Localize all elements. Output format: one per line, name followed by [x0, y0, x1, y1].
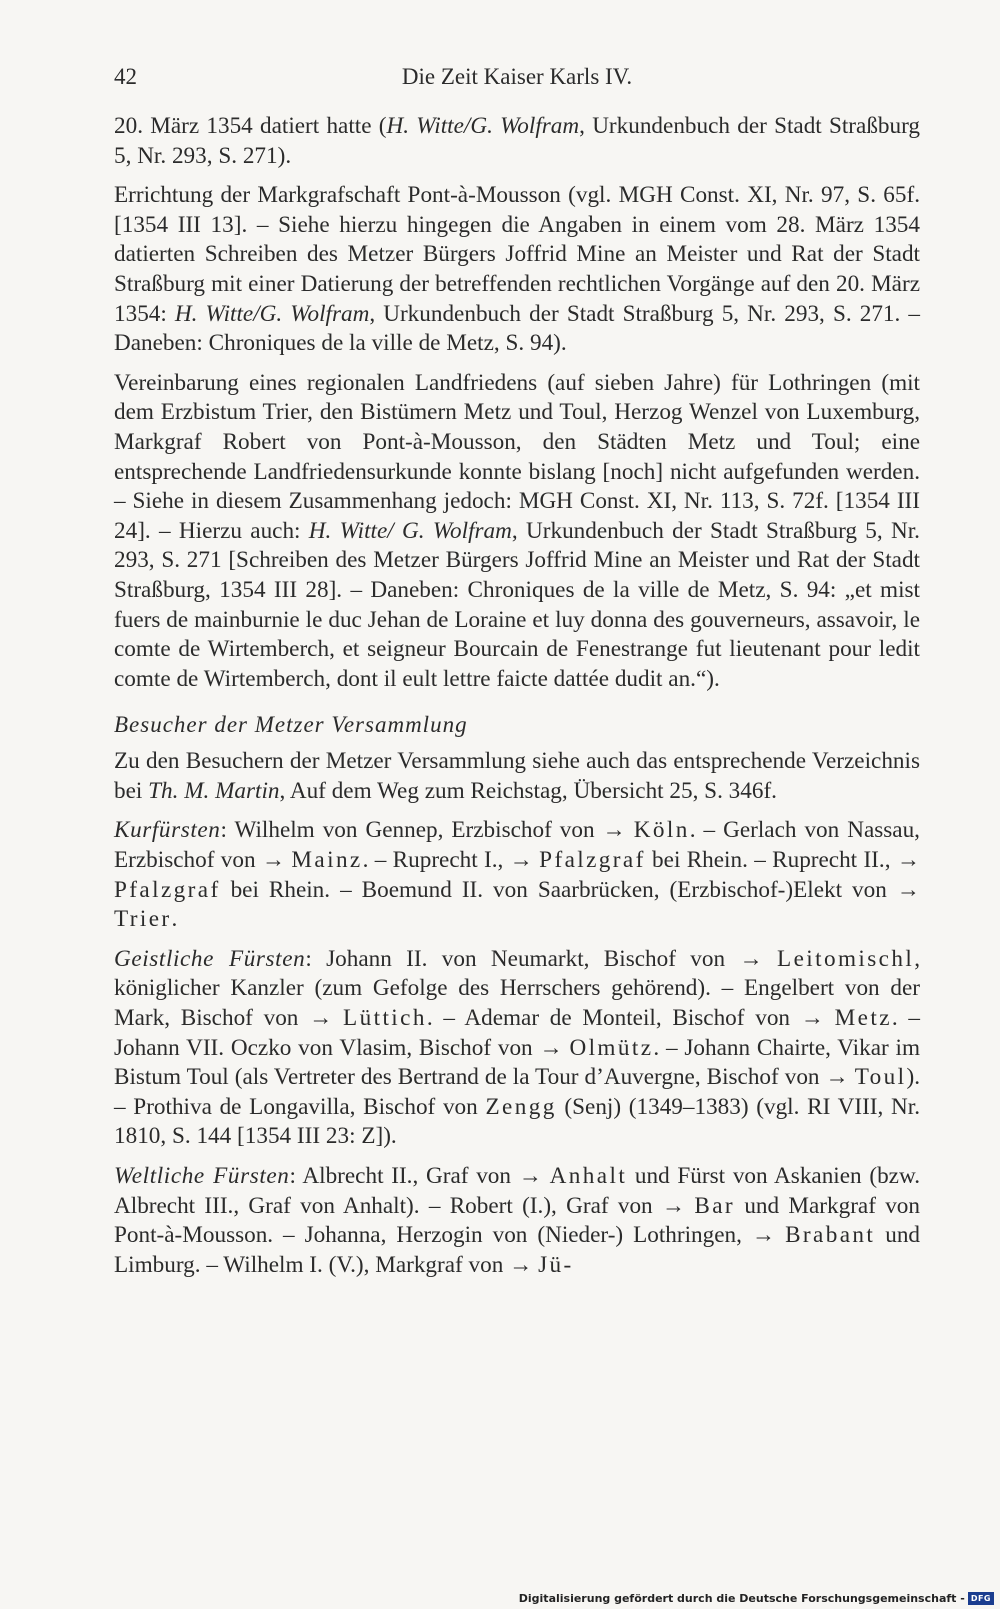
place-name: Trier: [114, 906, 172, 933]
paragraph-kurfuersten: Kurfürsten: Wilhelm von Gennep, Erzbischof von → Köln. – Gerlach von Nassau, Erzbischof von → Mainz. – Ruprecht I., → Pfalzgraf bei Rhein. – Ruprecht II., → Pfalzgraf bei Rhein. – Boemund II. von Saarbrücken, (Erzbischof-)Elekt von → Trier.: [114, 817, 921, 933]
place-name: Mainz: [291, 847, 363, 874]
category-label: Weltliche Fürsten: [114, 1163, 290, 1189]
page-number: 42: [114, 64, 137, 89]
paragraph-2: Errichtung der Markgrafschaft Pont-à-Mousson (vgl. MGH Const. XI, Nr. 97, S. 65f. [1354 III 13]. – Siehe hierzu hingegen die Angaben in einem vom 28. März 1354 datierten Schreiben des Metzer Bürgers Joffrid Mine an Meister und Rat der Stadt Straßburg mit einer Datierung der betreffenden rechtlichen Vorgänge auf den 20. März 1354: H. Witte/G. Wolfram, Urkundenbuch der Stadt Straßburg 5, Nr. 293, S. 271. – Daneben: Chroniques de la ville de Metz, S. 94).: [114, 182, 920, 357]
place-name: Anhalt: [549, 1163, 628, 1189]
author-citation: H. Witte/ G. Wolfram: [308, 517, 512, 544]
category-label: Geistliche Fürsten: [114, 945, 306, 972]
place-name: Köln: [633, 817, 690, 844]
paragraph-3: Vereinbarung eines regionalen Landfriedens (auf sieben Jahre) für Lothringen (mit dem Erzbistum Trier, den Bistümern Metz und Toul, Herzog Wenzel von Luxemburg, Markgraf Robert von Pont-à-Mousson, den Städten Metz und Toul; eine entsprechende Landfriedensurkunde konnte bislang [noch] nicht aufgefunden werden. – Siehe in diesem Zusammenhang jedoch: MGH Const. XI, Nr. 113, S. 72f. [1354 III 24]. – Hierzu auch: H. Witte/ G. Wolfram, Urkundenbuch der Stadt Straßburg 5, Nr. 293, S. 271 [Schreiben des Metzer Bürgers Joffrid Mine an Meister und Rat der Stadt Straßburg, 1354 III 28]. – Daneben: Chroniques de la ville de Metz, S. 94: „et mist fuers de mainburnie le duc Jehan de Loraine et luy donna des gouverneurs, assavoir, le comte de Wirtemberch, et seigneur Bourcain de Fenestrange fut lieutenant pour ledit comte de Wirtemberch, dont il eult lettre faicte dattée dudit an.“).: [114, 369, 920, 692]
place-name: Lüttich: [343, 1005, 427, 1032]
place-name: Olmütz: [569, 1034, 654, 1061]
place-name: Zengg: [485, 1093, 557, 1120]
page-header: [114, 64, 920, 98]
place-name: Bar: [694, 1192, 736, 1219]
place-name: Jü-: [538, 1251, 574, 1278]
paragraph-geistliche-fuersten: Geistliche Fürsten: Johann II. von Neumarkt, Bischof von → Leitomischl, königlicher Kanzler (zum Gefolge des Herrschers gehörend). – Engelbert von der Mark, Bischof von → Lüttich. – Ademar de Monteil, Bischof von → Metz. – Johann VII. Oczko von Vlasim, Bischof von → Olmütz. – Johann Chairte, Vikar im Bistum Toul (als Vertreter des Bertrand de la Tour d’Auvergne, Bischof von → Toul). – Prothiva de Longavilla, Bischof von Zengg (Senj) (1349–1383) (vgl. RI VIII, Nr. 1810, S. 144 [1354 III 23: Z]).: [114, 945, 921, 1150]
author-citation: Th. M. Martin: [148, 777, 280, 804]
footer-text: Digitalisierung gefördert durch die Deutsche Forschungsgemeinschaft -: [518, 1592, 965, 1605]
paragraph-1: 20. März 1354 datiert hatte (H. Witte/G. Wolfram, Urkundenbuch der Stadt Straßburg 5, Nr. 293, S. 271).: [114, 113, 920, 169]
page: [114, 64, 920, 1290]
paragraph-4: Zu den Besuchern der Metzer Versammlung siehe auch das entsprechende Verzeichnis bei Th. M. Martin, Auf dem Weg zum Reichstag, Übersicht 25, S. 346f.: [114, 748, 920, 804]
place-name: Brabant: [785, 1222, 876, 1249]
category-label: Kurfürsten: [114, 817, 221, 844]
paragraph-weltliche-fuersten: Weltliche Fürsten: Albrecht II., Graf von → Anhalt und Fürst von Askanien (bzw. Albrecht III., Graf von Anhalt). – Robert (I.), Graf von → Bar und Markgraf von Pont-à-Mousson. – Johanna, Herzogin von (Nieder-) Lothringen, → Brabant und Limburg. – Wilhelm I. (V.), Markgraf von → Jü-: [114, 1163, 921, 1278]
author-citation: H. Witte/G. Wolfram: [386, 113, 580, 139]
section-heading: Besucher der Metzer Versammlung: [114, 712, 468, 738]
author-citation: H. Witte/G. Wolfram: [174, 300, 370, 327]
place-name: Leitomischl: [777, 945, 915, 972]
place-name: Metz: [834, 1005, 892, 1032]
digitization-footer: [519, 1592, 994, 1605]
place-name: Pfalzgraf: [114, 876, 221, 903]
running-title: Die Zeit Kaiser Karls IV.: [401, 64, 633, 89]
place-name: Toul: [854, 1064, 907, 1091]
place-name: Pfalzgraf: [539, 847, 646, 874]
dfg-logo-icon: DFG: [968, 1592, 994, 1605]
